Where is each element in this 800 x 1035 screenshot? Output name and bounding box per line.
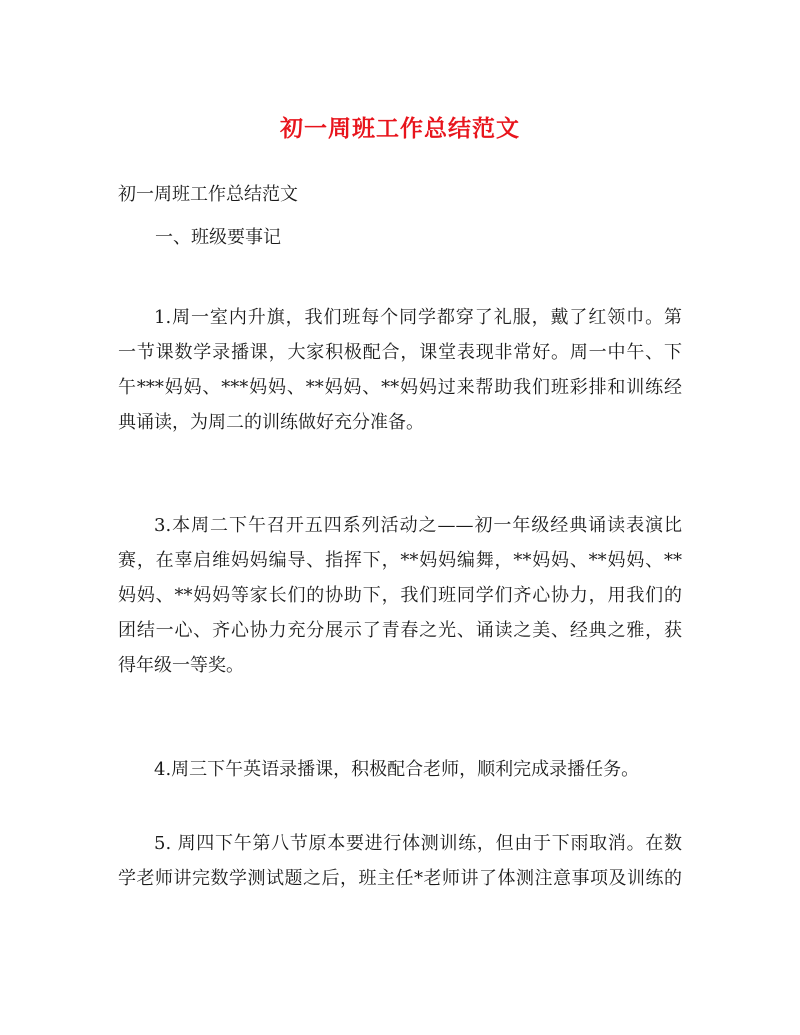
paragraph-4 <box>118 826 682 896</box>
document-subtitle: 初一周班工作总结范文 <box>118 184 298 205</box>
paragraph-line: 妈妈、**妈妈等家长们的协助下，我们班同学们齐心协力，用我们的 <box>118 585 682 606</box>
paragraph-line: 4.周三下午英语录播课，积极配合老师，顺利完成录播任务。 <box>154 759 640 780</box>
document-title: 初一周班工作总结范文 <box>280 115 520 142</box>
paragraph-line: 一节课数学录播课，大家积极配合，课堂表现非常好。周一中午、下 <box>118 342 682 363</box>
paragraph-line: 学老师讲完数学测试题之后，班主任*老师讲了体测注意事项及训练的 <box>118 868 682 889</box>
paragraph-line: 典诵读，为周二的训练做好充分准备。 <box>118 412 424 433</box>
paragraph-line: 5. 周四下午第八节原本要进行体测训练，但由于下雨取消。在数 <box>154 833 682 854</box>
paragraph-line: 赛，在辜启维妈妈编导、指挥下，**妈妈编舞，**妈妈、**妈妈、** <box>118 550 682 571</box>
paragraph-line: 午***妈妈、***妈妈、**妈妈、**妈妈过来帮助我们班彩排和训练经 <box>118 377 682 398</box>
paragraph-line: 团结一心、齐心协力充分展示了青春之光、诵读之美、经典之雅，获 <box>118 620 682 641</box>
paragraph-line: 1.周一室内升旗，我们班每个同学都穿了礼服，戴了红领巾。第 <box>154 307 682 328</box>
paragraph-2 <box>118 508 682 683</box>
section-heading: 一、班级要事记 <box>155 227 281 248</box>
paragraph-line: 得年级一等奖。 <box>118 655 244 676</box>
paragraph-line: 3.本周二下午召开五四系列活动之——初一年级经典诵读表演比 <box>154 515 682 536</box>
paragraph-3 <box>118 752 682 787</box>
paragraph-1 <box>118 300 682 440</box>
